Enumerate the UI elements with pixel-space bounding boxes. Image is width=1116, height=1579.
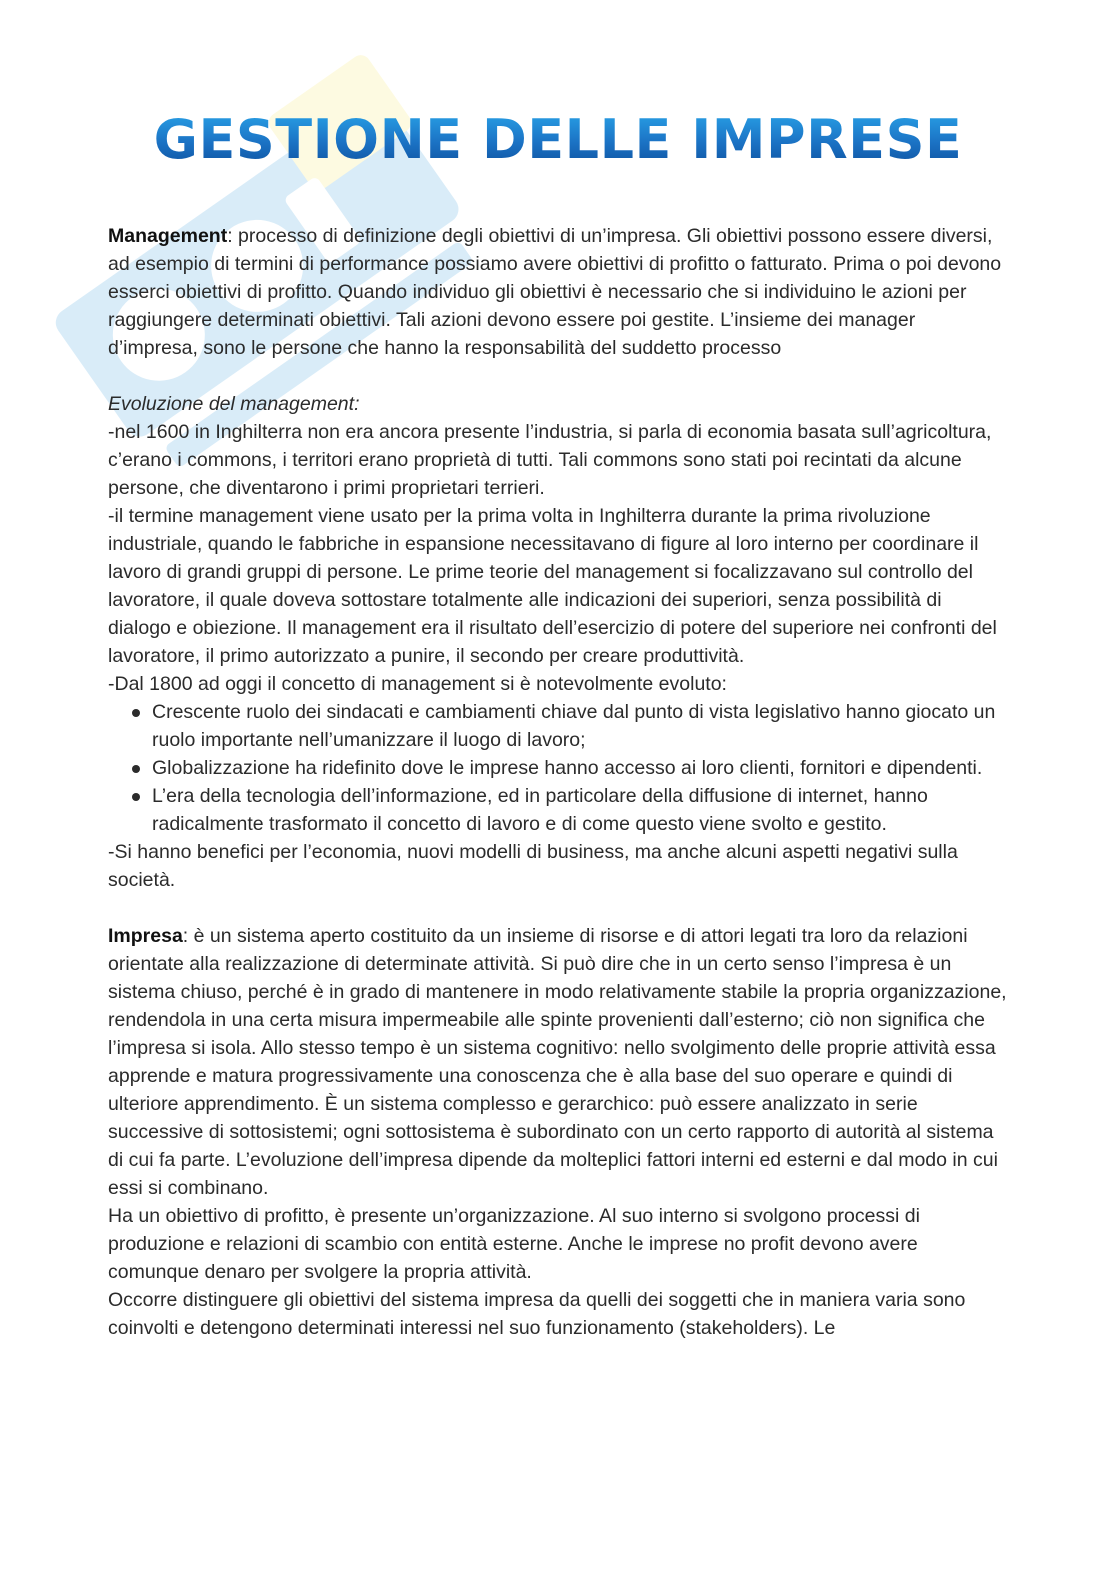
evoluzione-paragraph-benefici: -Si hanno benefici per l’economia, nuovi modelli di business, ma anche alcuni aspetti negativi sulla società.	[108, 841, 958, 891]
bullet-icon	[132, 765, 140, 773]
list-item-text: Globalizzazione ha ridefinito dove le imprese hanno accesso ai loro clienti, fornitori e dipendenti.	[152, 757, 983, 779]
impresa-paragraph-profitto: Ha un obiettivo di profitto, è presente un’organizzazione. Al suo interno si svolgono processi di produzione e relazioni di scambio con entità esterne. Anche le imprese no profit devono avere comunque denaro per svolgere la propria attività.	[108, 1205, 920, 1283]
list-item	[152, 782, 1008, 838]
document-body	[108, 222, 1008, 1342]
evoluzione-bullet-list	[108, 698, 1008, 838]
spacer	[108, 894, 1008, 922]
management-paragraph	[108, 222, 1008, 362]
evoluzione-paragraph-rivoluzione: -il termine management viene usato per la prima volta in Inghilterra durante la prima rivoluzione industriale, quando le fabbriche in espansione necessitavano di figure al loro interno per coordinare il lavoro di grandi gruppi di persone. Le prime teorie del management si focalizzavano sul controllo del lavoratore, il quale doveva sottostare totalmente alle indicazioni dei superiori, senza possibilità di dialogo e obiezione. Il management era il risultato dell’esercizio di potere del superiore nei confronti del lavoratore, il primo autorizzato a punire, il secondo per creare produttività.	[108, 505, 997, 667]
list-item-text: L’era della tecnologia dell’informazione, ed in particolare della diffusione di internet, hanno radicalmente trasformato il concetto di lavoro e di come questo viene svolto e gestito.	[152, 785, 928, 835]
impresa-paragraph-stakeholders: Occorre distinguere gli obiettivi del sistema impresa da quelli dei soggetti che in maniera varia sono coinvolti e detengono determinati interessi nel suo funzionamento (stakeholders). Le	[108, 1289, 966, 1339]
list-item-text: Crescente ruolo dei sindacati e cambiamenti chiave dal punto di vista legislativo hanno giocato un ruolo importante nell’umanizzare il luogo di lavoro;	[152, 701, 996, 751]
impresa-term: Impresa	[108, 925, 183, 947]
impresa-definition: : è un sistema aperto costituito da un insieme di risorse e di attori legati tra loro da relazioni orientate alla realizzazione di determinate attività. Si può dire che in un certo senso l’impresa è un sistema chiuso, perché è in grado di mantenere in modo relativamente stabile la propria organizzazione, rendendola in una certa misura impermeabile alle spinte provenienti dall’esterno; ciò non significa che l’impresa si isola. Allo stesso tempo è un sistema cognitivo: nello svolgimento delle proprie attività essa apprende e matura progressivamente una conoscenza che è alla base del suo operare e quindi di ulteriore apprendimento. È un sistema complesso e gerarchico: può essere analizzato in serie successive di sottosistemi; ogni sottosistema è subordinato con un certo rapporto di autorità al sistema di cui fa parte. L’evoluzione dell’impresa dipende da molteplici fattori interni ed esterni e dal modo in cui essi si combinano.	[108, 925, 1007, 1199]
spacer	[108, 362, 1008, 390]
list-item	[152, 698, 1008, 754]
evoluzione-heading: Evoluzione del management:	[108, 393, 360, 415]
evoluzione-paragraph-1800: -Dal 1800 ad oggi il concetto di management si è notevolmente evoluto:	[108, 673, 727, 695]
page-title: GESTIONE DELLE IMPRESE	[0, 108, 1116, 171]
bullet-icon	[132, 793, 140, 801]
impresa-paragraph	[108, 922, 1008, 1202]
management-term: Management	[108, 225, 228, 247]
management-definition: : processo di definizione degli obiettivi di un’impresa. Gli obiettivi possono essere diversi, ad esempio di termini di performance possiamo avere obiettivi di profitto o fatturato. Prima o poi devono esserci obiettivi di profitto. Quando individuo gli obiettivi è necessario che si individuino le azioni per raggiungere determinati obiettivi. Tali azioni devono essere poi gestite. L’insieme dei manager d’impresa, sono le persone che hanno la responsabilità del suddetto processo	[108, 225, 1002, 359]
bullet-icon	[132, 709, 140, 717]
evoluzione-paragraph-1600: -nel 1600 in Inghilterra non era ancora presente l’industria, si parla di economia basata sull’agricoltura, c’erano i commons, i territori erano proprietà di tutti. Tali commons sono stati poi recintati da alcune persone, che diventarono i primi proprietari terrieri.	[108, 421, 992, 499]
list-item	[152, 754, 1008, 782]
